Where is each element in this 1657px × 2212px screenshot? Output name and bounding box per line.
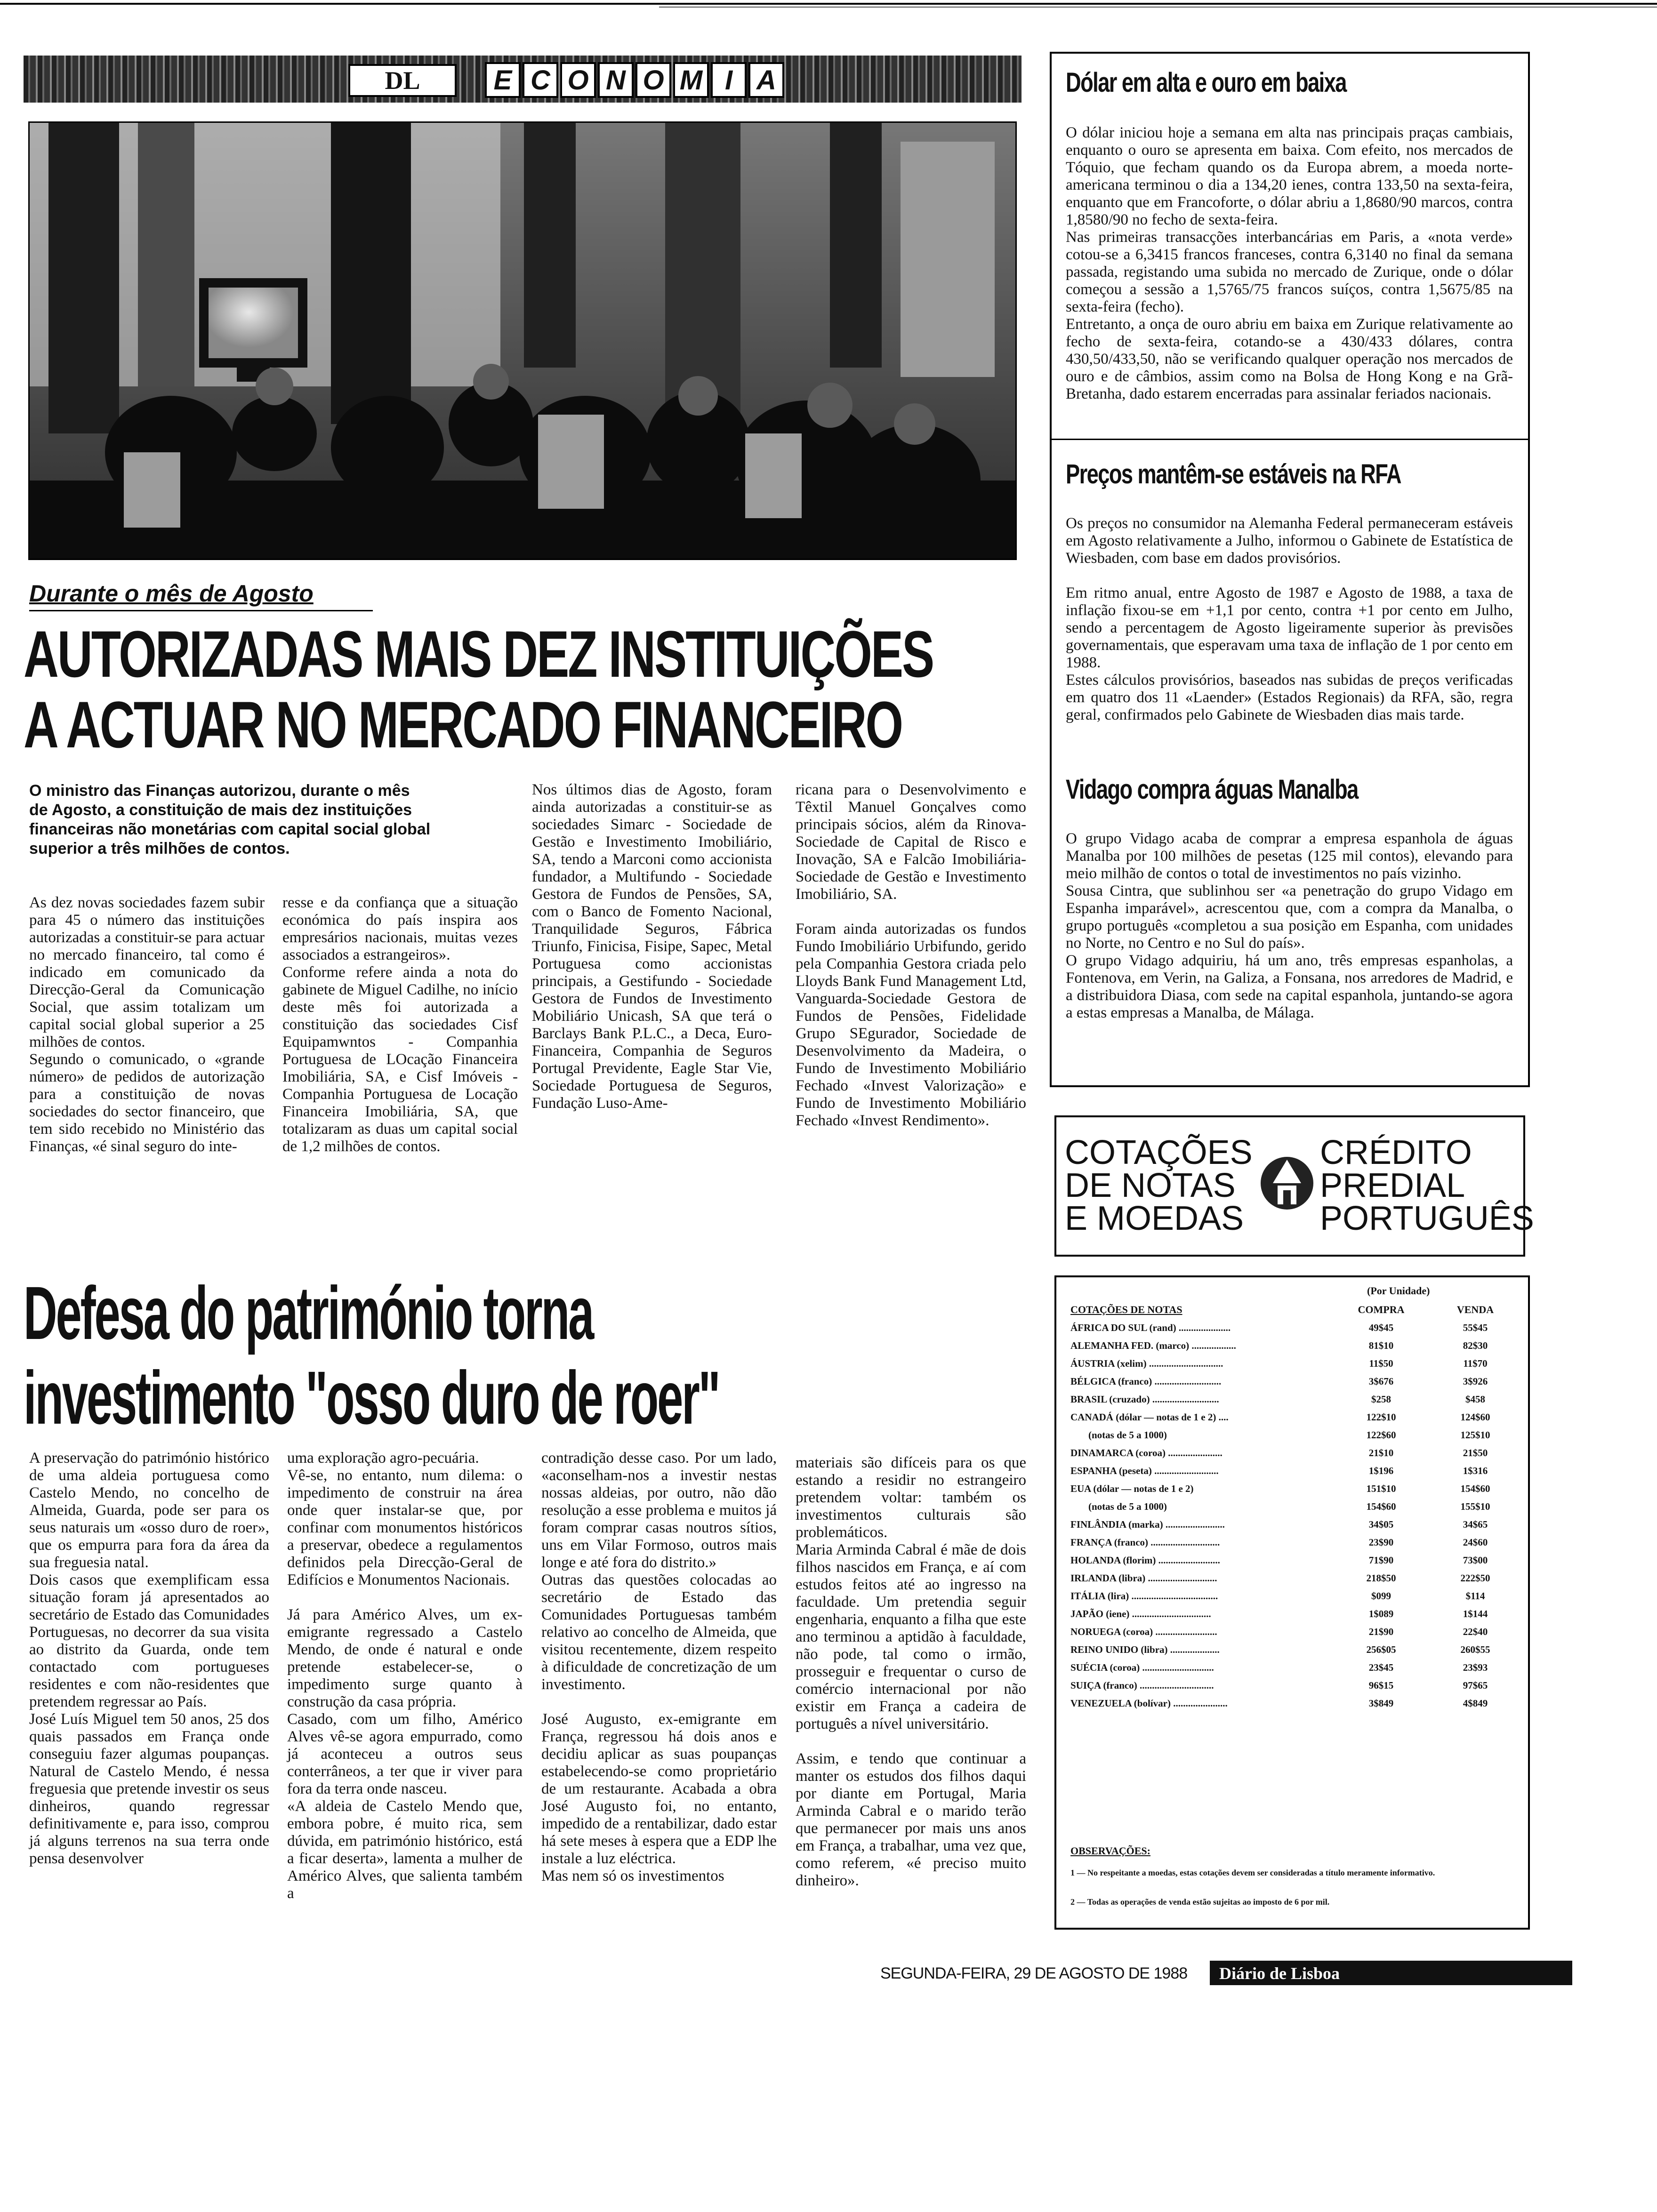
main-headline-line2: A ACTUAR NO MERCADO FINANCEIRO [24,688,902,761]
main-col-2: resse e da confiança que a situação económica do país inspira aos empresários nacionais, muitas vezes associados a estrangeiros». Conforme refere ainda a nota do gabinete de Miguel Cadilhe, no início deste mês foi autorizada a constituição das sociedades Cisf Equipamwntos - Companhia Portuguesa de LOcação Financeira Imobiliária, SA, e Cisf Imóveis - Companhia Portuguesa de Locação Financeira Imobiliária, SA, que totalizaram as duas um capital social de 1,2 milhões de contos. [282,894,518,1155]
section-title-letter: O [560,62,596,98]
currency-name: HOLANDA (florim) ......................... [1070,1554,1220,1566]
section-title-letter: O [635,62,671,98]
table-row [1070,1372,1522,1390]
sell-rate: $458 [1465,1393,1485,1405]
banner-right-line: PREDIAL [1320,1167,1465,1204]
currency-name: ALEMANHA FED. (marco) .................. [1070,1339,1236,1351]
table-row [1070,1462,1522,1480]
main-headline-line1: AUTORIZADAS MAIS DEZ INSTITUIÇÕES [24,617,933,691]
second-col-3: contradição desse caso. Por um lado, «aconselham-nos a investir nestas nossas aldeias, por outro, não dão resolução a esse problema e muitos já foram comprar casas noutros sítios, uns em Vilar Formoso, outros mais longe e até fora do distrito.» Outras das questões colocadas ao secretário de Estado das Comunidades Portuguesas também relativo ao concelho de Almeida, que visitou recentemente, dizem respeito à dificuldade de concretização de um investimento. José Augusto, ex-emigrante em França, regressou há dois anos e decidiu aplicar as suas poupanças estabelecendo-se como proprietário de um restaurante. Acabada a obra José Augusto foi, no entanto, impedido de a rentabilizar, dado estar há sete meses à espera que a EDP lhe instale a luz eléctrica. Mas nem só os investimentos [541,1450,777,1884]
buy-rate: 1$196 [1368,1465,1394,1476]
main-col-4: ricana para o Desenvolvimento e Têxtil Manuel Gonçalves como principais sócios, além da Rinova-Sociedade de Capital de Risco e Inovação, SA e Falcão Imobiliária-Sociedade de Gestão e Investimento Imobiliário, SA. Foram ainda autorizadas os fundos Fundo Imobiliário Urbifundo, gerido pela Companhia Gestora criada pelo Lloyds Bank Fund Management Ltd, Vanguarda-Sociedade Gestora de Fundos de Pensões, Fidelidade Grupo SEgurador, Sociedade de Desenvolvimento da Madeira, o Fundo de Investimento Mobiliário Fechado «Invest Valorização» e Fundo de Investimento Mobiliário Fechado «Invest Rendimento». [796,781,1026,1129]
box2-title: Preços mantêm-se estáveis na RFA [1066,459,1401,489]
bank-logo-icon [1259,1141,1315,1226]
observation-1: 1 — No respeitante a moedas, estas cotações devem ser consideradas a título meramente informativo. [1070,1868,1435,1877]
buy-rate: 256$05 [1366,1643,1396,1655]
section-title-letter: E [485,62,521,98]
currency-name: FINLÂNDIA (marka) ........................ [1070,1518,1225,1530]
table-row [1070,1480,1522,1498]
table-row [1070,1587,1522,1605]
table-row [1070,1659,1522,1676]
table-row [1070,1623,1522,1641]
currency-name: REINO UNIDO (libra) .................... [1070,1643,1220,1655]
right-news-box [1050,52,1530,1087]
buy-rate: 96$15 [1368,1679,1394,1691]
currency-name: SUIÇA (franco) .............................. [1070,1679,1214,1691]
box1-body: O dólar iniciou hoje a semana em alta nas principais praças cambiais, enquanto o ouro se apresenta em baixa. Com efeito, nos mercados de Tóquio, que fecham quando os da Europa abrem, a moeda norte-americana terminou o dia a 134,20 ienes, contra 133,50 na sexta-feira, enquanto que em Francoforte, o dólar abriu a 1,8680/90 marcos, contra 1,8580/90 no fecho de sexta-feira. Nas primeiras transacções interbancárias em Paris, a «nota verde» cotou-se a 6,3415 francos franceses, contra 6,3140 no final da semana passada, registando uma subida no mercado de Zurique, onde o dólar começou a sessão a 1,5765/75 francos suíços, contra 1,5675/85 na sexta-feira (fecho). Entretanto, a onça de ouro abriu em baixa em Zurique relativamente ao fecho de sexta-feira, cotando-se a 430/433 dólares, contra 430,50/433,50, não se verificando qualquer operação nos mercados de ouro e de câmbios, assim como na Bolsa de Hong Kong e na Grã-Bretanha, dado estarem encerradas para assinalar feriados nacionais. [1066,124,1513,402]
currency-name: BRASIL (cruzado) ........................... [1070,1393,1219,1405]
buy-rate: 21$10 [1368,1447,1394,1459]
cotacoes-banner-left [1065,1136,1253,1235]
sell-rate: 222$50 [1460,1572,1490,1584]
table-row [1070,1408,1522,1426]
col-header-sell: VENDA [1456,1304,1494,1315]
currency-name: EUA (dólar — notas de 1 e 2) [1070,1483,1194,1494]
sell-rate: 82$30 [1463,1339,1488,1351]
currency-name: ÁFRICA DO SUL (rand) ..................... [1070,1322,1231,1333]
sell-rate: 1$144 [1463,1608,1488,1619]
sell-rate: 3$926 [1463,1375,1488,1387]
buy-rate: 71$90 [1368,1554,1394,1566]
banner-left-line: E MOEDAS [1065,1200,1244,1237]
box1-title: Dólar em alta e ouro em baixa [1066,67,1346,98]
buy-rate: 151$10 [1366,1483,1396,1494]
photo-image [30,123,1017,560]
buy-rate: 3$676 [1368,1375,1394,1387]
buy-rate: 49$45 [1368,1322,1394,1333]
currency-name: CANADÁ (dólar — notas de 1 e 2) .... [1070,1411,1229,1423]
footer-masthead [1210,1961,1572,1985]
table-row [1070,1319,1522,1337]
sell-rate: 73$00 [1463,1554,1488,1566]
sell-rate: 1$316 [1463,1465,1488,1476]
news-photo [28,121,1017,560]
article-kicker: Durante o mês de Agosto [29,580,314,607]
currency-name: ITÁLIA (lira) ................................... [1070,1590,1218,1602]
table-unit-note: (Por Unidade) [1367,1285,1430,1297]
col-header-buy: COMPRA [1358,1304,1405,1315]
cotacoes-rows [1070,1319,1522,1712]
sell-rate: 125$10 [1460,1429,1490,1441]
banner-left-line: DE NOTAS [1065,1167,1236,1204]
sell-rate: 260$55 [1460,1643,1490,1655]
second-headline-line1: Defesa do património torna [24,1271,593,1355]
sell-rate: 21$50 [1463,1447,1488,1459]
second-headline-line2: investimento "osso duro de roer" [24,1355,719,1440]
currency-name: BÉLGICA (franco) ........................... [1070,1375,1222,1387]
buy-rate: 34$05 [1368,1518,1394,1530]
buy-rate: $099 [1371,1590,1391,1602]
table-row [1070,1676,1522,1694]
box3-body: O grupo Vidago acaba de comprar a empresa espanhola de águas Manalba por 100 milhões de pesetas (125 mil contos), elevando para meio milhão de contos o total de investimentos no país vizinho. Sousa Cintra, que sublinhou ser «a penetração do grupo Vidago em Espanha imparável», acrescentou que, com a compra da Manalba, o grupo português «completou a sua posição em Espanha, com unidades no Norte, no Centro e no Sul do país». O grupo Vidago adquiriu, há um ano, três empresas espanholas, a Fontenova, em Verin, na Galiza, a Fonsana, nos arredores de Madrid, e a distribuidora Diasa, com sede na capital espanhola, juntando-se agora a estas empresas a Manalba, de Málaga. [1066,830,1513,1021]
sell-rate: 34$65 [1463,1518,1488,1530]
observations-title: OBSERVAÇÕES: [1070,1845,1150,1857]
second-col-4: materiais são difíceis para os que estando a residir no estrangeiro pretendem voltar: também os investimentos culturais são problemáticos. Maria Arminda Cabral é mãe de dois filhos nascidos em França, e aí com estudos feitos até ao ingresso na faculdade. Um pretendia seguir engenharia, enquanto a filha que este ano terminou a aptidão à faculdade, não pode, tal como o irmão, prosseguir e frequentar o curso de comércio internacional por não existir em França a cadeira de português a nível universitário. Assim, e tendo que continuar a manter os estudos dos filhos daqui por diante em Portugal, Maria Arminda Cabral e o marido terão que permanecer por mais uns anos em França, a trabalhar, uma vez que, como referem, «é preciso muito dinheiro». [796,1454,1026,1889]
currency-name: FRANÇA (franco) ............................ [1070,1536,1220,1548]
section-title-letter: N [598,62,634,98]
table-row [1070,1498,1522,1515]
table-row [1070,1337,1522,1354]
buy-rate: 122$60 [1366,1429,1396,1441]
box2-body: Os preços no consumidor na Alemanha Federal permaneceram estáveis em Agosto relativamente a Julho, informou o Gabinete de Estatística de Wiesbaden, com base em dados provisórios. Em ritmo anual, entre Agosto de 1987 e Agosto de 1988, a taxa de inflação fixou-se em +1,1 por cento, contra +1 por cento em Julho, sendo a percentagem de Agosto ligeiramente superior às previsões governamentais, que esperavam uma taxa de inflação de 1 por cento em 1988. Estes cálculos provisórios, baseados nas subidas de preços verificadas em quatro dos 11 «Laender» (Estados Regionais) da RFA, são, regra geral, confirmados pelo Gabinete de Wiesbaden dias mais tarde. [1066,515,1513,723]
buy-rate: 122$10 [1366,1411,1396,1423]
banner-right-line: CRÉDITO [1320,1134,1472,1171]
section-title-letter: M [673,62,709,98]
banner-right-line: PORTUGUÊS [1320,1200,1534,1237]
table-row [1070,1569,1522,1587]
sell-rate: 24$60 [1463,1536,1488,1548]
currency-name: VENEZUELA (bolívar) ...................... [1070,1697,1228,1709]
top-rule-thin [659,7,1657,8]
buy-rate: 11$50 [1369,1357,1393,1369]
section-banner [24,56,1022,103]
currency-name: ÁUSTRIA (xelim) .............................. [1070,1357,1223,1369]
sell-rate: 155$10 [1460,1500,1490,1512]
buy-rate: 23$90 [1368,1536,1394,1548]
sell-rate: 55$45 [1463,1322,1488,1333]
observation-2: 2 — Todas as operações de venda estão sujeitas ao imposto de 6 por mil. [1070,1897,1330,1907]
table-row [1070,1694,1522,1712]
table-row [1070,1551,1522,1569]
table-row [1070,1444,1522,1462]
cotacoes-table-box [1054,1275,1530,1930]
banner-left-line: COTAÇÕES [1065,1134,1253,1171]
currency-name: NORUEGA (coroa) ......................... [1070,1626,1217,1637]
sell-rate: 97$65 [1463,1679,1488,1691]
sell-rate: 124$60 [1460,1411,1490,1423]
main-lede: O ministro das Finanças autorizou, durante o mês de Agosto, a constituição de mais dez instituições financeiras não monetárias com capital social global superior a três milhões de contos. [29,782,431,858]
table-row [1070,1354,1522,1372]
sell-rate: $114 [1465,1590,1485,1602]
currency-name: IRLANDA (libra) ............................ [1070,1572,1217,1584]
cotacoes-table [1070,1301,1522,1712]
buy-rate: 3$849 [1368,1697,1394,1709]
buy-rate: 154$60 [1366,1500,1396,1512]
sell-rate: 11$70 [1463,1357,1488,1369]
sell-rate: 22$40 [1463,1626,1488,1637]
second-col-2: uma exploração agro-pecuária. Vê-se, no entanto, num dilema: o impedimento de construir na área onde quer instalar-se que, por confinar com monumentos históricos a preservar, obedece a regulamentos definidos pela Direcção-Geral de Edifícios e Monumentos Nacionais. Já para Américo Alves, um ex-emigrante regressado a Castelo Mendo, de onde é natural e onde pretende estabelecer-se, o impedimento surge quanto à construção da casa própria. Casado, com um filho, Américo Alves vê-se agora empurrado, como já aconteceu a outros seus conterrâneos, a ter que ir viver para fora da terra onde nasceu. «A aldeia de Castelo Mendo que, embora pobre, é muito rica, sem dúvida, em património histórico, está a ficar deserta», lamenta a mulher de Américo Alves, que salienta também a [287,1450,523,1902]
currency-name: (notas de 5 a 1000) [1088,1429,1167,1441]
section-title-letter: I [711,62,747,98]
currency-name: (notas de 5 a 1000) [1088,1500,1167,1512]
buy-rate: $258 [1371,1393,1391,1405]
sell-rate: 4$849 [1463,1697,1488,1709]
kicker-rule [29,610,373,611]
currency-name: SUÉCIA (coroa) ............................. [1070,1661,1214,1673]
top-rule [0,3,1657,5]
section-title-letter: A [748,62,784,98]
table-row [1070,1533,1522,1551]
box-divider [1052,439,1528,440]
second-col-1: A preservação do património histórico de uma aldeia portuguesa como Castelo Mendo, no concelho de Almeida, Guarda, pode ser para os seus naturais um «osso duro de roer», que os empurra para fora da área da sua freguesia natal. Dois casos que exemplificam essa situação foram já apresentados ao secretário de Estado das Comunidades Portuguesas, no decorrer da sua visita ao distrito da Guarda, onde tem contactado com portugueses residentes e com não-residentes que pretendem regressar ao País. José Luís Miguel tem 50 anos, 25 dos quais passados em França onde conseguiu fazer algumas poupanças. Natural de Castelo Mendo, é nessa freguesia que pretende investir os seus dinheiros, quando regressar definitivamente e, para isso, comprou já alguns terrenos na sua terra onde pensa desenvolver [29,1450,269,1867]
sell-rate: 154$60 [1460,1483,1490,1494]
section-title [485,62,786,98]
buy-rate: 23$45 [1368,1661,1394,1673]
table-row [1070,1605,1522,1623]
table-header-row [1070,1301,1522,1319]
main-col-3: Nos últimos dias de Agosto, foram ainda autorizadas a constituir-se as sociedades Simarc - Sociedade de Gestão e Investimento Imobiliário, SA, tendo a Marconi como accionista fundador, a Multifundo - Sociedade Gestora de Fundos de Pensões, SA, com o Banco de Fomento Nacional, Tranquilidade Seguros, Fábrica Triunfo, Finicisa, Fisipe, Sapec, Metal Portuguesa como accionistas principais, a Gestifundo - Sociedade Gestora de Fundos de Investimento Mobiliário Unicash, SA que terá o Barclays Bank P.L.C., a Deca, Euro-Financeira, Companhia de Seguros Portugal Previdente, Eagle Star Vie, Sociedade Portuguesa de Seguros, Fundação Luso-Ame- [532,781,772,1112]
sell-rate: 23$93 [1463,1661,1488,1673]
footer-paper-name: Diário de Lisboa [1219,1964,1340,1983]
cotacoes-banner-right [1320,1136,1534,1235]
buy-rate: 21$90 [1368,1626,1394,1637]
table-row [1070,1390,1522,1408]
currency-name: DINAMARCA (coroa) ...................... [1070,1447,1223,1459]
cotacoes-banner [1054,1115,1534,1257]
main-col-1: As dez novas sociedades fazem subir para 45 o número das instituições autorizadas a constituir-se para actuar no mercado financeiro, tal como é indicado em comunicado da Direcção-Geral da Comunicação Social, que assim totalizam um capital social global superior a 25 milhões de contos. Segundo o comunicado, o «grande número» de pedidos de autorização para a constituição de novas sociedades do sector financeiro, que tem sido recebido no Ministério das Finanças, «é sinal seguro do inte- [29,894,265,1155]
table-row [1070,1515,1522,1533]
currency-name: ESPANHA (peseta) .......................... [1070,1465,1219,1476]
section-title-letter: C [523,62,558,98]
currency-name: JAPÃO (iene) ................................ [1070,1608,1211,1619]
buy-rate: 218$50 [1366,1572,1396,1584]
box3-title: Vidago compra águas Manalba [1066,774,1358,805]
buy-rate: 1$089 [1368,1608,1394,1619]
buy-rate: 81$10 [1368,1339,1394,1351]
footer-date: SEGUNDA-FEIRA, 29 DE AGOSTO DE 1988 [880,1964,1188,1982]
newspaper-logo: DL [348,64,457,97]
table-row [1070,1426,1522,1444]
col-header-name: COTAÇÕES DE NOTAS [1070,1304,1182,1315]
table-row [1070,1641,1522,1659]
